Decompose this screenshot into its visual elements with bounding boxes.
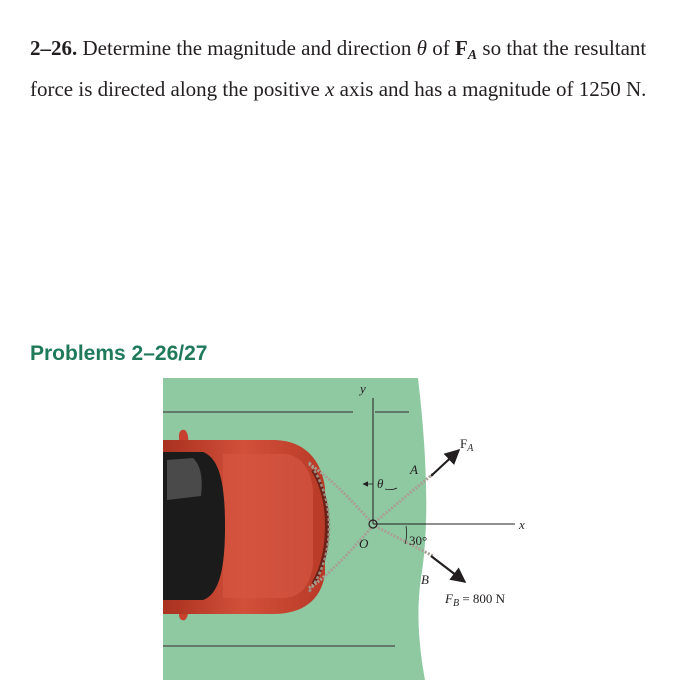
y-axis-label: y xyxy=(360,381,366,396)
angle-30-label: 30° xyxy=(409,533,428,548)
problem-figure xyxy=(163,378,543,680)
point-B-label: B xyxy=(421,572,429,587)
problem-number: 2–26. xyxy=(30,36,78,60)
problem-text-part: so that the resultant force is directed along the positive xyxy=(30,36,647,101)
figure-drawing xyxy=(163,378,543,680)
theta-symbol: θ xyxy=(416,36,427,60)
car xyxy=(163,430,329,621)
x-axis-label: x xyxy=(519,517,525,532)
car-window-reflection xyxy=(167,458,202,500)
car-hood-highlight xyxy=(223,454,313,598)
problem-statement xyxy=(30,28,670,110)
problem-text-part: axis and has a magnitude of 1250 N. xyxy=(334,77,647,101)
theta-label: θ xyxy=(377,476,384,491)
force-symbol: F xyxy=(454,36,468,60)
figure-caption: Problems 2–26/27 xyxy=(30,342,208,365)
point-A-label: A xyxy=(410,462,418,477)
problem-text-part: Determine the magnitude and direction xyxy=(77,36,417,60)
problem-text-part: of xyxy=(426,36,455,60)
force-FB-label: $F_B = 800$ N xyxy=(445,591,506,609)
force-FA-label: $F_A$ xyxy=(460,436,474,454)
point-O-label: O xyxy=(359,536,369,551)
force-subscript: A xyxy=(467,48,478,63)
x-variable: x xyxy=(325,77,335,101)
